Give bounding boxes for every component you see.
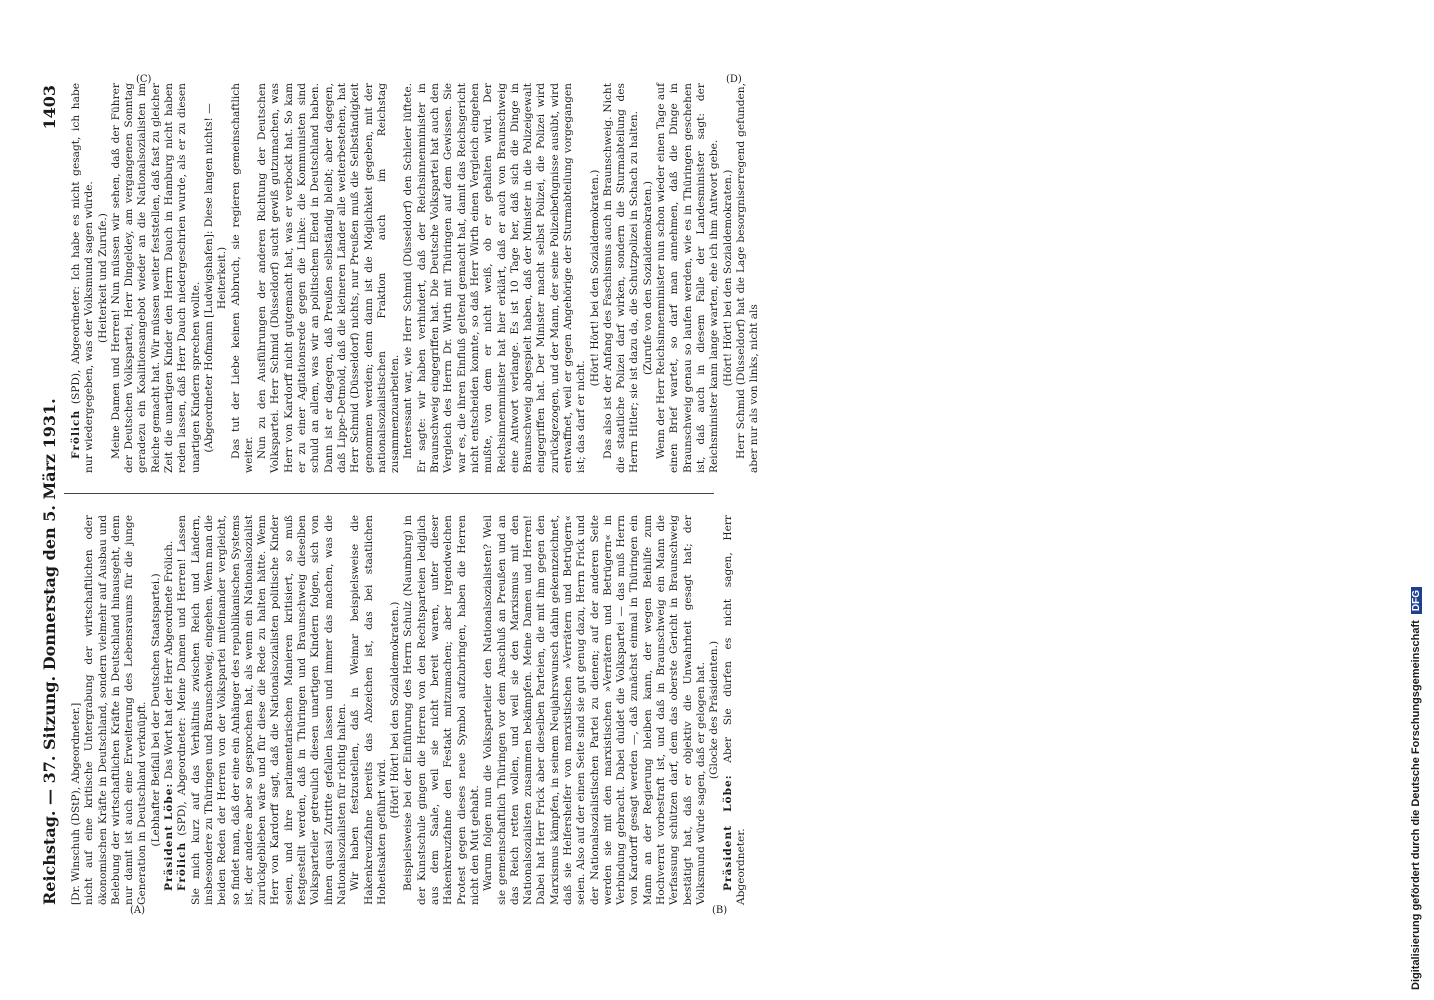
right-column — [70, 83, 761, 473]
paragraph-text: (Zurufe von den Sozialdemokraten.) — [641, 181, 654, 375]
paragraph-text: Das Wort hat der Herr Abgeordnete Frölich. — [163, 540, 176, 783]
speaker-name: Präsident Löbe: — [721, 774, 734, 891]
paragraph — [203, 83, 230, 473]
paragraph-text: (Hört! Hört! bei den Sozialdemokraten.) — [389, 601, 402, 819]
paragraph — [722, 515, 749, 905]
paragraph — [642, 83, 655, 473]
paragraph-text: Das tut der Liebe keinen Abbruch, sie regieren gemeinschaftlich weiter. — [229, 83, 255, 473]
paragraph — [256, 83, 402, 473]
dfg-badge: DFG — [1411, 587, 1422, 614]
scanned-page — [40, 83, 761, 905]
paragraph — [83, 515, 149, 905]
paragraph — [97, 83, 110, 473]
paragraph — [349, 515, 389, 905]
paragraph-text: Wir haben festzustellen, daß in Weimar beispielsweise die Hakenkreuzfahne bereits das Abzeichen ist, das bei staatlichen Hoheitsakten geführt wird. — [349, 515, 388, 905]
speaker-name: Frölich — [70, 409, 82, 459]
page-number: 1403 — [40, 85, 59, 130]
paragraph-text: Herr Schmid (Düsseldorf) hat die Lage besorgniserregend gefunden, aber nur als von links, nicht als — [734, 83, 761, 473]
page-header-title: Reichstag. — 37. Sitzung. Donnerstag den 5. März 1931. — [40, 398, 59, 905]
paragraph-text: (Glocke des Präsidenten.) — [708, 640, 721, 780]
dfg-footer — [1410, 0, 1422, 990]
paragraph — [150, 515, 163, 905]
speaker-name: Präsident Löbe: — [163, 782, 176, 891]
paragraph — [110, 83, 203, 473]
paragraph — [602, 83, 642, 473]
paragraph-text: Das also ist der Anfang des Faschismus auch in Braunschweig. Nicht die staatliche Polizei darf wirken, sondern die Sturmabteilung des Herrn Hitler; sie ist dazu da, die Schutzpolizei in Schach zu halten. — [601, 83, 641, 473]
paragraph — [70, 83, 97, 473]
paragraph-text: Interessant war, wie Herr Schmid (Düsseldorf) den Schleier lüftete. Er sagte: wir haben verhindert, daß der Reichsinnenminister in Braunschweig eingegriffen hat. Die Deutsche Volkspartei hat auch den Vergleich des Herrn Dr. Wirth mit Thüringen auf dem Gewissen. Sie war es, die ihren Einfluß geltend gemacht hat, damit das Reichsgericht nicht entscheiden konnte, so daß Herr Wirth einen Vergleich eingehen mußte, von dem er nicht weiß, ob er gehalten wird. Der Reichsinnenminister hat hier erklärt, daß er auch von Braunschweig eine Antwort verlange. Es ist 10 Tage her, daß sich die Dinge in Braunschweig abgespielt haben, daß der Minister in die Polizeigewalt eingegriffen hat. Der Minister macht selbst Polizei, die Polizei wird zurückgezogen, und der Mann, der seine Polizeibefugnisse ausübt, wird entwaffnet, weil er gegen Angehörige der Sturmabteilung vorgegangen ist; das darf er nicht. — [402, 83, 588, 473]
left-column — [70, 515, 747, 905]
paragraph-text: Aber Sie dürfen es nicht sagen, Herr Abgeordneter. — [721, 515, 747, 905]
paragraph — [402, 515, 482, 905]
paragraph — [589, 83, 602, 473]
paragraph-text: (Abgeordneter Hofmann [Ludwigshafen]: Diese langen nichts! — Heiterkeit.) — [202, 103, 229, 453]
paragraph-text: [Dr. Winschuh (DStP), Abgeordneter.] — [70, 702, 82, 905]
margin-mark-b: (B) — [712, 905, 728, 916]
paragraph-text: Nun zu den Ausführungen der anderen Richtung der Deutschen Volkspartei. Herr Schmid (Düsseldorf) sucht gewiß gutzumachen, was Herr von Kardorff nicht gutgemacht hat, was er verbockt hat. So kam er zu einer Agitationsrede gegen die Linke: die Kommunisten sind schuld an allem, was wir an politischem Elend in Deutschland haben. Dann ist er dagegen, daß Preußen selbständig bleibt; aber dagegen, daß Lippe-Detmold, daß die kleineren Länder alle weiterbestehen, hat Herr Schmid (Düsseldorf) nichts, nur Preußen muß die Selbständigkeit genommen werden; denn dann ist die Möglichkeit gegeben, mit der nationalsozialistischen Fraktion auch im Reichstag zusammenzuarbeiten. — [256, 83, 402, 473]
paragraph-text: Meine Damen und Herren! Nun müssen wir sehen, daß der Führer der Deutschen Volkspartei, Herr Dingeldey, am vergangenen Sonntag geradezu ein Koalitionsangebot wieder an die Nationalsozialisten im Reiche gemacht hat. Wir müssen weiter feststellen, daß fast zu gleicher Zeit die unartigen Kinder den Herrn Dauch in Hamburg nicht haben reden lassen, daß Herr Dauch niedergeschrien wurde, als er zu diesen unartigen Kindern sprechen wollte. — [109, 83, 202, 473]
margin-mark-a: (A) — [130, 905, 146, 916]
paragraph-text: (Lebhafter Beifall bei der Deutschen Staatspartei.) — [149, 573, 162, 847]
dfg-note: Digitalisierung gefördert durch die Deutsche Forschungsgemeinschaft — [1410, 620, 1422, 990]
page-header — [40, 85, 62, 905]
paragraph-text: (Hört! Hört! bei den Sozialdemokraten.) — [721, 169, 734, 387]
paragraph — [722, 83, 735, 473]
margin-mark-c: (C) — [136, 74, 152, 85]
paragraph — [163, 515, 176, 905]
paragraph — [482, 515, 708, 905]
paragraph-text: Warum folgen nun die Volksparteiler den Nationalsozialisten? Weil sie gemeinschaftlich Thüringen vor dem Anschluß an Preußen und an das Reich retten wollen, und weil sie den Marxismus mit den Nationalsozialisten zusammen bekämpfen. Meine Damen und Herren! Dabei hat Herr Frick aber dieselben Parteien, die mit ihm gegen den Marxismus kämpfen, in seinem Neujahrswunsch dahin gekennzeichnet, daß sie Helfershelfer von marxistischen »Verrätern und Betrügern« seien. Also auf der einen Seite sind sie gut genug dazu, Herrn Frick und der Nationalsozialistischen Partei zu dienen; auf der anderen Seite werden sie mit den marxistischen »Verrätern und Betrügern« in Verbindung gebracht. Dabei duldet die Volkspartei — das muß Herrn von Kardorff gesagt werden —, daß zunächst einmal in Thüringen ein Mann an der Regierung bleiben kann, der wegen Beihilfe zum Hochverrat vorbestraft ist, und daß in Braunschweig ein Mann die Verfassung schützen darf, dem das oberste Gericht in Braunschweig bestätigt hat, daß er objektiv die Unwahrheit gesagt hat; der Volksmund würde sagen, daß er gelogen hat. — [482, 515, 707, 905]
paragraph — [708, 515, 721, 905]
paragraph-text: (SPD), Abgeordneter: Ich habe es nicht gesagt, ich habe nur wiedergegeben, was der Volksmund sagen würde. — [70, 83, 96, 473]
paragraph-text: Beispielsweise bei der Einführung des Herrn Schulz (Naumburg) in der Kunstschule gingen die Herren von den Rechtsparteien lediglich aus dem Saale, weil sie nicht bereit waren, unter dieser Hakenkreuzfahne den Festakt mitzumachen; aber irgendwelchen Protest gegen dieses neue Symbol aufzubringen, haben die Herren nicht den Mut gehabt. — [402, 515, 481, 905]
paragraph — [402, 83, 588, 473]
paragraph — [176, 515, 349, 905]
paragraph-text: (Heiterkeit und Zurufe.) — [96, 213, 109, 343]
paragraph-text: nicht auf eine kritische Untergrabung der wirtschaftlichen oder ökonomischen Kräfte in Deutschland, sondern vielmehr auf Ausbau und Belebung der wirtschaftlichen Kräfte in Deutschland hinausgeht, denn nur damit ist auch eine Erweiterung des Lebensraums für die junge Generation in Deutschland verknüpft. — [83, 515, 149, 905]
paragraph-text: (SPD), Abgeordneter: Meine Damen und Herren! Lassen Sie mich kurz auf das Verhältnis zwischen Reich und Ländern, insbesondere zu Thüringen und Braunschweig, eingehen. Wenn man die beiden Reden der Herren von der Volkspartei miteinander vergleicht, so findet man, daß der eine ein Anhänger des republikanischen Systems ist, der andere aber so gesprochen hat, als wenn ein Nationalsozialist zurückgeblieben wäre und für diese die Rede zu halten hätte. Wenn Herr von Kardorff sagt, daß die Nationalsozialisten politische Kinder seien, und ihre parlamentarischen Manieren kritisiert, so muß festgestellt werden, daß in Thüringen und Braunschweig dieselben Volksparteiler getreulich diesen unartigen Kindern folgen, sich von ihnen quasi Zutritte gefallen lassen und immer das machen, was die Nationalsozialisten für richtig halten. — [176, 515, 348, 905]
speaker-name: Frölich — [176, 841, 189, 891]
paragraph — [655, 83, 721, 473]
paragraph — [70, 515, 83, 905]
paragraph-text: Wenn der Herr Reichsinnenminister nun schon wieder einen Tage auf einen Brief wartet, so darf man annehmen, daß die Dinge in Braunschweig genau so laufen werden, wie es in Thüringen geschehen ist, daß auch in diesem Falle der Landesminister sagt: der Reichsminister kann lange warten, ehe ich ihm Antwort gebe. — [655, 83, 721, 473]
paragraph — [735, 83, 762, 473]
paragraph — [389, 515, 402, 905]
paragraph — [230, 83, 257, 473]
column-divider — [64, 493, 714, 494]
paragraph-text: (Hört! Hört! bei den Sozialdemokraten.) — [588, 169, 601, 387]
margin-mark-d: (D) — [726, 74, 742, 85]
